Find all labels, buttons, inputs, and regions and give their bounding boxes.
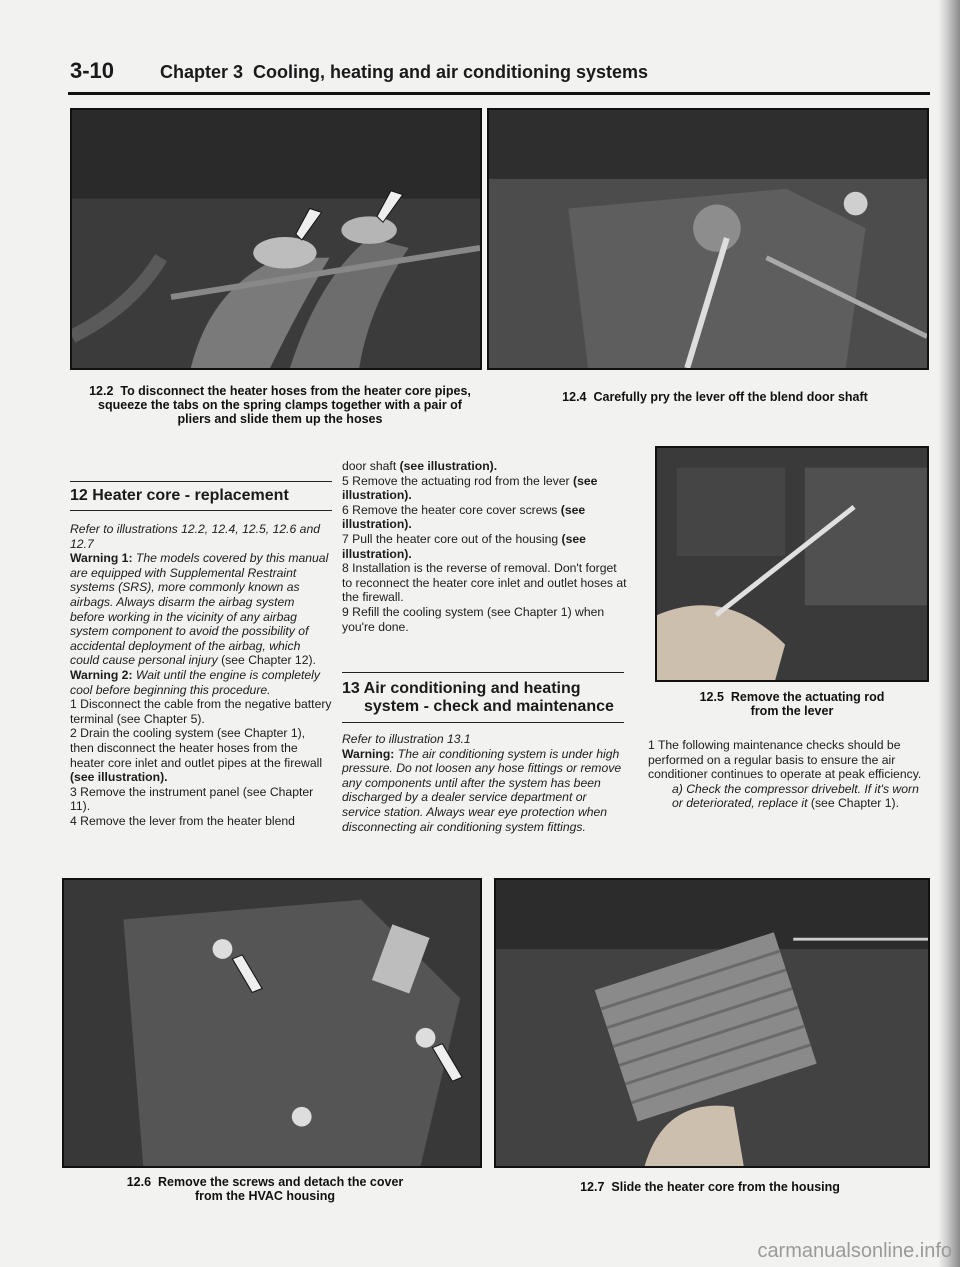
section13-warning-label: Warning: (342, 746, 395, 761)
photo-actuating-rod (655, 446, 929, 682)
step-2: 2 Drain the cooling system (see Chapter 1), then disconnect the heater hoses from the heater core inlet and outlet pipes at the firewall (70, 726, 323, 770)
caption-12-5-number: 12.5 (699, 690, 724, 704)
section13-warning-text: The air conditioning system is under high pressure. Do not loosen any hose fittings or remove any components until after the system has been discharged by a dealer service department or service station. Always wear eye protection when disconnecting air conditioning system fittings. (342, 746, 622, 834)
step-6: 6 Remove the heater core cover screws (342, 502, 558, 517)
caption-12-2 (70, 384, 490, 426)
photo-hvac-cover (62, 878, 482, 1168)
watermark: carmanualsonline.info (757, 1240, 952, 1262)
step-3: 3 Remove the instrument panel (see Chapter 11). (70, 784, 314, 814)
section12-column1 (70, 522, 332, 828)
page-edge-shadow (938, 0, 960, 1267)
photo-blend-door-lever (487, 108, 929, 370)
section13-top-rule (342, 672, 624, 673)
section13-bottom-rule (342, 722, 624, 723)
caption-12-5-line2: from the lever (750, 704, 834, 718)
section13-heading-line2: system - check and maintenance (364, 698, 614, 715)
warning2-text: Wait until the engine is completely cool before beginning this procedure. (70, 667, 320, 697)
caption-12-4-number: 12.4 (562, 390, 587, 404)
step-6-ref: (see illustration). (342, 502, 586, 532)
step-4-ref: (see illustration). (399, 459, 498, 473)
section13-item-a-ref: (see Chapter 1). (810, 796, 899, 811)
caption-12-5-line1: Remove the actuating rod (730, 690, 885, 704)
section13-step1: 1 The following maintenance checks should be performed on a regular basis to ensure the air conditioner continues to operate at peak efficiency. (648, 738, 922, 782)
step-5: 5 Remove the actuating rod from the lever (342, 473, 570, 488)
caption-12-7-text: Slide the heater core from the housing (611, 1180, 840, 1194)
section12-top-rule (70, 481, 332, 482)
warning1-ref: (see Chapter 12). (221, 653, 316, 668)
page-number: 3-10 (70, 58, 115, 83)
step-4: 4 Remove the lever from the heater blend (70, 813, 295, 828)
section13-heading-line1: 13 Air conditioning and heating (342, 680, 581, 697)
step-7-ref: (see illustration). (342, 531, 586, 561)
step-7: 7 Pull the heater core out of the housing (342, 531, 559, 546)
caption-12-2-line1: To disconnect the heater hoses from the heater core pipes, (120, 384, 471, 398)
section12-bottom-rule (70, 510, 332, 511)
photo-heater-core (494, 878, 930, 1168)
section12-refer: Refer to illustrations 12.2, 12.4, 12.5, 12.6 and 12.7 (70, 522, 321, 551)
caption-12-6-number: 12.6 (126, 1175, 152, 1189)
caption-12-2-line3: pliers and slide them up the hoses (177, 412, 383, 426)
step-2-ref: (see illustration). (70, 770, 168, 785)
caption-12-7 (540, 1180, 880, 1194)
section13-refer: Refer to illustration 13.1 (342, 732, 471, 746)
step-4-cont: door shaft (342, 459, 397, 473)
warning2-label: Warning 2: (70, 667, 133, 682)
caption-12-5 (655, 690, 929, 718)
caption-12-2-line2: squeeze the tabs on the spring clamps together with a pair of (98, 398, 462, 412)
caption-12-4 (510, 390, 920, 404)
section12-column2 (342, 459, 628, 634)
section13-item-a: a) Check the compressor drivebelt. If it's worn or deteriorated, replace it (672, 781, 919, 811)
warning1-text: The models covered by this manual are equipped with Supplemental Restraint systems (SRS), more commonly known as airbags. Always disarm the airbag system before working in the vicinity of any airbag system component to avoid the possibility of accidental deployment of the airbag, which could cause personal injury (70, 551, 329, 668)
section12-heading: 12 Heater core - replacement (70, 487, 289, 504)
step-9: 9 Refill the cooling system (see Chapter 1) when you're done. (342, 604, 605, 634)
step-5-ref: (see illustration). (342, 473, 598, 503)
warning1-label: Warning 1: (70, 551, 133, 566)
step-1: 1 Disconnect the cable from the negative battery terminal (see Chapter 5). (70, 697, 332, 726)
caption-12-6-line1: Remove the screws and detach the cover (158, 1175, 404, 1189)
section13-heading (342, 680, 624, 716)
caption-12-6-line2: from the HVAC housing (194, 1189, 336, 1203)
step-8: 8 Installation is the reverse of removal. Don't forget to reconnect the heater core inlet and outlet hoses at the firewall. (342, 561, 627, 605)
photo-heater-hoses (70, 108, 482, 370)
header-rule (68, 92, 930, 95)
caption-12-7-number: 12.7 (580, 1180, 605, 1194)
chapter-title: Chapter 3 Cooling, heating and air conditioning systems (160, 62, 649, 82)
caption-12-2-number: 12.2 (89, 384, 114, 398)
caption-12-6 (100, 1175, 430, 1203)
section13-column3 (648, 738, 930, 811)
section13-column2 (342, 732, 628, 834)
caption-12-4-text: Carefully pry the lever off the blend door shaft (593, 390, 868, 404)
